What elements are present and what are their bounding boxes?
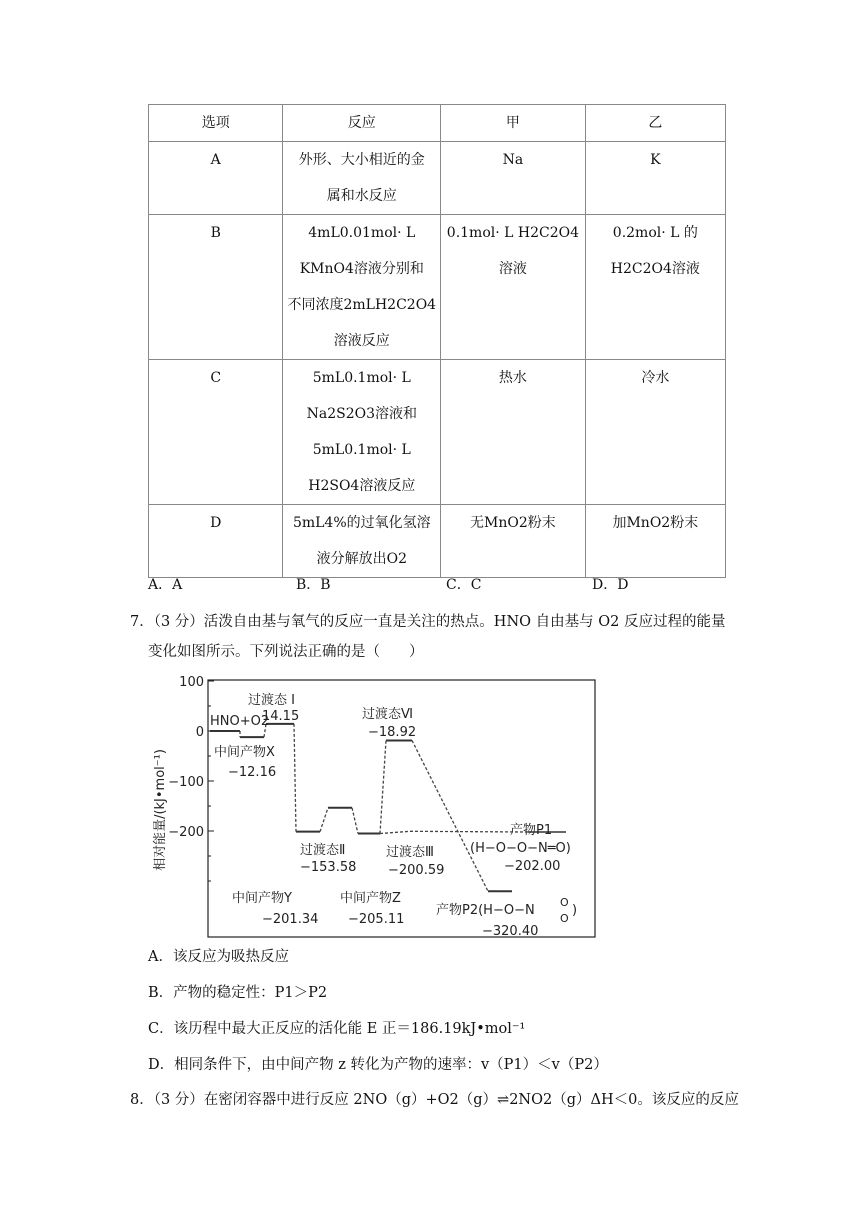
label-start: HNO+O2 (210, 714, 270, 729)
row-jia (441, 215, 586, 360)
option-b: B．产物的稳定性：P1＞P2 (148, 985, 328, 1001)
y-tick-label: 0 (195, 725, 204, 740)
question-7-line-1: 7．（3 分）活泼自由基与氧气的反应一直是关注的热点。HNO 自由基与 O2 反应过程的能量 (130, 614, 726, 630)
label-y-value: −201.34 (262, 912, 319, 927)
label-ts2-name: 过渡态Ⅱ (300, 843, 346, 858)
reaction-line: 属和水反应 (326, 188, 397, 204)
row-reaction (283, 142, 441, 215)
yi-line: K (650, 152, 661, 168)
label-p1-formula: (H−O−O−N═O) (470, 841, 571, 856)
row-key: B (149, 215, 283, 360)
answer-choice: D．D (592, 577, 629, 593)
label-p2-oxygen-bottom: O (560, 912, 569, 925)
jia-line: 溶液 (498, 261, 527, 277)
label-p2-name: 产物P2(H−O−N (436, 903, 535, 918)
label-ts6-name: 过渡态Ⅵ (362, 707, 413, 722)
state-labels (210, 692, 577, 939)
label-p1-name: 产物P1 (510, 823, 553, 838)
y-tick-label: 100 (179, 675, 204, 690)
row-yi (585, 142, 725, 215)
reaction-line: 外形、大小相近的金 (298, 152, 425, 168)
row-reaction (283, 360, 441, 505)
header-cell: 甲 (441, 105, 586, 142)
y-tick-label: −100 (168, 775, 204, 790)
question-8-line-1: 8．（3 分）在密闭容器中进行反应 2NO（g）+O2（g）⇌2NO2（g）ΔH＜0。该反应的反应 (130, 1092, 739, 1108)
y-tick-label: −200 (168, 825, 204, 840)
row-yi (585, 215, 725, 360)
label-ts1-name: 过渡态 I (248, 693, 295, 708)
label-p2-value: −320.40 (482, 924, 539, 939)
row-yi (585, 360, 725, 505)
reaction-line: 5mL0.1mol· L (312, 442, 411, 458)
row-key: D (149, 505, 283, 578)
yi-line: H2C2O4溶液 (610, 261, 700, 277)
row-jia (441, 505, 586, 578)
reaction-line: 4mL0.01mol· L (308, 225, 416, 241)
connector (380, 831, 410, 833)
y-axis-ticks (168, 675, 214, 881)
answer-choice: B．B (296, 577, 331, 593)
reaction-line: 溶液反应 (333, 333, 390, 349)
answer-choice: A．A (148, 577, 183, 593)
header-cell: 反应 (283, 105, 441, 142)
table-row (149, 360, 726, 505)
y-axis-label: 相对能量/(kJ•mol⁻¹) (153, 749, 168, 871)
header-cell: 乙 (585, 105, 725, 142)
question-7-line-2: 变化如图所示。下列说法正确的是（ ） (148, 644, 424, 660)
header-cell: 选项 (149, 105, 283, 142)
label-ts6-value: −18.92 (368, 725, 417, 740)
label-ts2-value: −153.58 (300, 860, 357, 875)
row-jia (441, 360, 586, 505)
connector (320, 808, 328, 832)
label-ts3-value: −200.59 (388, 863, 445, 878)
row-yi (585, 505, 725, 578)
row-reaction (283, 215, 441, 360)
table-row (149, 142, 726, 215)
jia-line: 热水 (498, 370, 527, 386)
energy-diagram (148, 670, 600, 944)
label-p1-value: −202.00 (504, 859, 561, 874)
answer-choice: C．C (446, 577, 482, 593)
connector (352, 808, 358, 834)
reaction-line: 5mL0.1mol· L (312, 370, 411, 386)
option-c: C．该历程中最大正反应的活化能 E 正＝186.19kJ•mol⁻¹ (148, 1021, 526, 1037)
table-row (149, 505, 726, 578)
reaction-line: 液分解放出O2 (316, 551, 407, 567)
row-jia (441, 142, 586, 215)
table-row (149, 215, 726, 360)
label-z-name: 中间产物Z (340, 891, 401, 906)
connectors (240, 724, 528, 891)
label-x-name: 中间产物X (214, 745, 275, 760)
reaction-line: H2SO4溶液反应 (308, 478, 416, 494)
option-d: D．相同条件下，由中间产物 z 转化为产物的速率：v（P1）＜v（P2） (148, 1057, 608, 1073)
reaction-line: Na2S2O3溶液和 (306, 406, 417, 422)
jia-line: 无MnO2粉末 (470, 515, 556, 531)
jia-line: 0.1mol· L H2C2O4 (446, 225, 579, 241)
row-key: A (149, 142, 283, 215)
label-x-value: −12.16 (228, 765, 277, 780)
option-a: A．该反应为吸热反应 (148, 949, 289, 965)
yi-line: 加MnO2粉末 (612, 515, 699, 531)
row-key: C (149, 360, 283, 505)
jia-line: Na (502, 152, 524, 168)
connector (294, 724, 296, 832)
yi-line: 0.2mol· L 的 (612, 225, 698, 241)
label-p2-oxygen-top: O (560, 896, 569, 909)
row-reaction (283, 505, 441, 578)
reaction-line: 不同浓度2mLH2C2O4 (287, 297, 437, 313)
label-ts3-name: 过渡态Ⅲ (386, 845, 434, 860)
table-header-row (149, 105, 726, 142)
options-table (148, 104, 726, 578)
yi-line: 冷水 (641, 370, 670, 386)
label-p2-formula-end: ) (572, 903, 578, 918)
label-ts1-value: 14.15 (262, 709, 300, 724)
reaction-line: KMnO4溶液分别和 (299, 261, 424, 277)
reaction-line: 5mL4%的过氧化氢溶 (292, 515, 431, 531)
connector (380, 740, 386, 833)
label-z-value: −205.11 (348, 912, 405, 927)
label-y-name: 中间产物Y (232, 891, 292, 906)
